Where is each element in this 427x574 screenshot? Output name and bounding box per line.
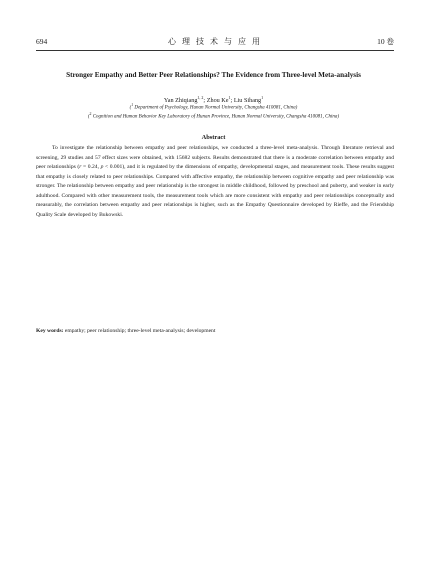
volume-label: 10 卷 [377, 37, 394, 46]
page-number: 694 [36, 37, 48, 46]
author-affil-mark: 1 [228, 95, 231, 100]
stat-r-value: = 0.24, [81, 164, 101, 171]
author-separator: ; [230, 97, 234, 105]
affiliation: ($^1$ Department of Psychology, Hunan Normal University, Changsha 410081, China) [129, 103, 298, 111]
affiliation: ($^2$ Cognition and Human Behavior Key Laboratory of Hunan Province, Hunan Normal University, Changsha 410081, China) [87, 112, 340, 120]
journal-name: 心 理 技 术 与 应 用 [168, 37, 262, 46]
abstract-body [36, 144, 394, 220]
keywords-text: empathy; peer relationship; three-level meta-analysis; development [63, 328, 216, 334]
abstract-text: To investigate the relationship between empathy and peer relationships, we conducted a three-level meta-analysis. Through literature retrieval and screening, 29 studies and 57 effect sizes were obtained, with 15682 subjects. Results demonstrated that there is a moderate correlation between empathy and peer relationships ( [36, 145, 394, 171]
stat-p: p [100, 164, 104, 171]
keywords-label: Key words: [36, 328, 64, 334]
affiliation-text: Department of Psychology, Hunan Normal University, Changsha 410081, China [134, 105, 296, 111]
affiliation-mark: 1 [131, 103, 134, 107]
author-name: Liu Sihang [233, 97, 262, 105]
abstract-text: < 0.001), and it is regulated by the dimensions of empathy, developmental stages, and measurement tools. These results suggest that empathy is closely related to peer relationships. Compared with affective empathy, the relationship between cognitive empathy and peer relationship was stronger. The relationship between empathy and peer relationship is the strongest in middle childhood, followed by preschool and puberty, and weaker in early adulthood. Compared with other measurement tools, the measurement tools which are more consistent with empathy and peer relationships conceptually and measurably, the correlation between empathy and peer relationships is higher, such as the Empathy Questionnaire developed by Rieffe, and the Friendship Quality Scale developed by Bukowski. [36, 164, 395, 218]
keywords [36, 327, 394, 337]
author-affil-mark: 1, 2 [197, 95, 204, 100]
author-affil-mark: 1 [261, 95, 264, 100]
running-header [36, 36, 394, 48]
paper-title: Stronger Empathy and Better Peer Relationships? The Evidence from Three-level Meta-analysis [66, 71, 361, 79]
affiliation-mark: 2 [89, 112, 92, 116]
author-separator: ; [203, 97, 207, 105]
affiliation-text: Cognition and Human Behavior Key Laboratory of Hunan Province, Hunan Normal University, Changsha 410081, China [92, 114, 338, 120]
stat-r: r [79, 164, 82, 171]
author-name: Yan Zhiqiang [163, 97, 198, 105]
abstract-heading: Abstract [201, 134, 226, 141]
author-name: Zhou Ke [206, 97, 229, 105]
header-rule [36, 50, 394, 51]
